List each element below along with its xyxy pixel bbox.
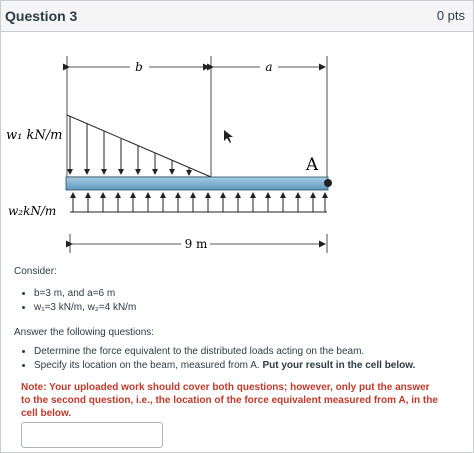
point-A-marker	[324, 179, 332, 187]
consider-list	[14, 288, 136, 316]
question-header	[1, 1, 473, 32]
label-span: 9 m	[184, 237, 208, 251]
answer-item-emphasis: Put your result in the cell below.	[262, 360, 416, 371]
consider-heading: Consider:	[14, 266, 57, 277]
label-w2: w₂kN/m	[8, 204, 57, 218]
label-point-A: A	[305, 155, 319, 175]
note-text: Note: Your uploaded work should cover both questions; however, only put the answer to the second question, i.e., the location of the force equivalent measured from A, in the cell below.	[21, 382, 438, 419]
answer-list	[14, 346, 454, 374]
consider-item: • b=3 m, and a=6 m	[34, 288, 136, 299]
consider-item: • w₁=3 kN/m, w₂=4 kN/m	[34, 302, 136, 313]
question-title: Question 3	[5, 8, 78, 24]
triangular-load-outline	[67, 115, 211, 177]
beam	[66, 177, 328, 190]
triangular-load-arrows	[70, 117, 189, 175]
label-a: a	[265, 60, 273, 74]
beam-figure-svg	[0, 31, 472, 263]
uniform-load-arrows	[73, 193, 325, 212]
beam-diagram	[0, 31, 472, 263]
label-w1: w₁ kN/m	[6, 128, 63, 143]
label-b: b	[135, 60, 143, 74]
answer-item-text: Specify its location on the beam, measured from A.	[34, 360, 263, 371]
answer-heading: Answer the following questions:	[14, 327, 155, 338]
answer-item: • Determine the force equivalent to the distributed loads acting on the beam.	[34, 346, 454, 357]
cursor-icon	[224, 130, 233, 143]
answer-item	[34, 360, 454, 371]
question-points: 0 pts	[436, 8, 465, 23]
answer-input[interactable]	[21, 422, 163, 448]
